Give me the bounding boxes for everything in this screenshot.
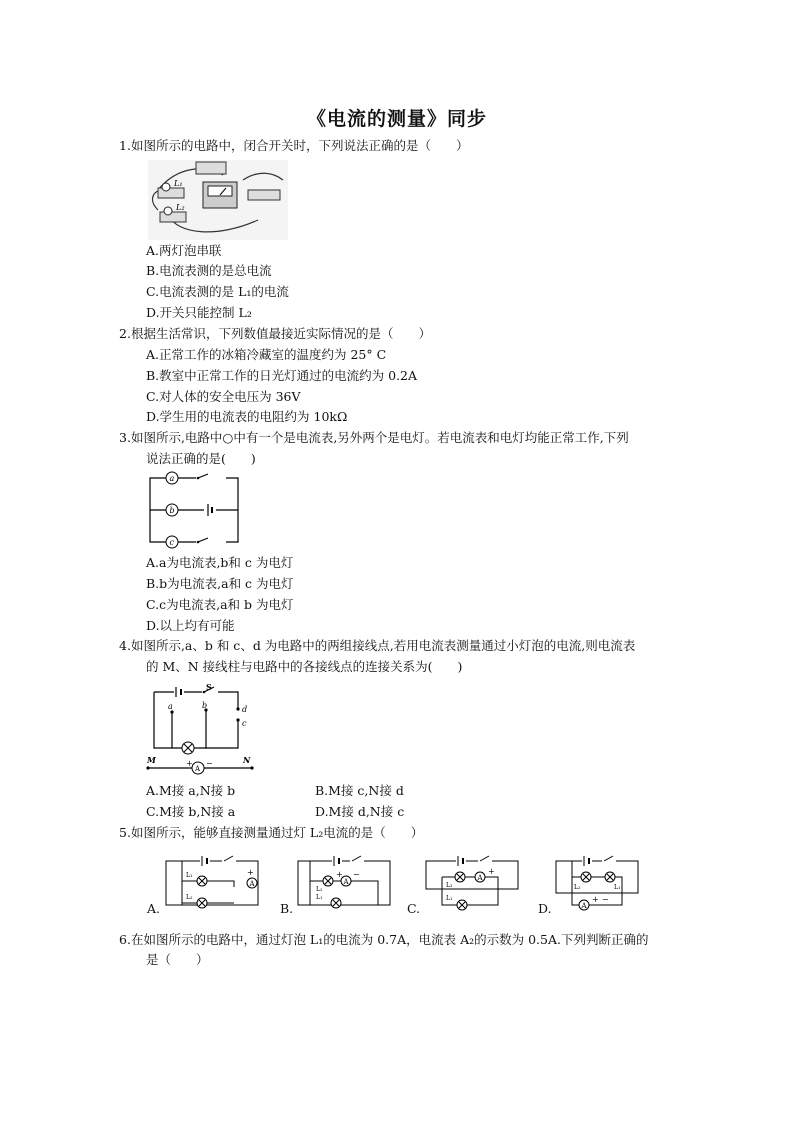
point-label-c: c — [242, 719, 247, 728]
question-1-stem — [119, 137, 468, 155]
ammeter-label: A — [249, 880, 255, 888]
lamp-label-l1: L₁ — [186, 872, 193, 879]
question-5-figure-b — [294, 853, 394, 916]
option-a-label: A. — [147, 901, 161, 916]
option-d-label: D. — [538, 901, 552, 916]
question-4-stem — [119, 637, 635, 655]
ammeter-label: A — [195, 765, 201, 773]
minus-sign: − — [353, 870, 360, 879]
option-d: D.开关只能控制 L₂ — [146, 305, 252, 320]
terminal-label-m: M — [147, 755, 156, 765]
question-4-figure — [144, 676, 256, 779]
plus-sign: + — [488, 867, 495, 876]
question-text: 如图所示,a、b 和 c、d 为电路中的两组接线点,若用电流表测量通过小灯泡的电流,则电流表 — [130, 638, 636, 653]
point-label-d: d — [242, 705, 248, 714]
ammeter-label: A — [477, 874, 483, 882]
option-d: D.M接 d,N接 c — [315, 804, 405, 819]
physical-circuit-photo — [148, 160, 288, 240]
minus-sign: − — [206, 759, 213, 768]
question-text: 如图所示的电路中，闭合开关时，下列说法正确的是（ ） — [130, 138, 469, 153]
option-c: C.电流表测的是 L₁的电流 — [146, 284, 289, 299]
point-label-b: b — [202, 701, 208, 710]
meter-label-a: a — [169, 474, 175, 483]
plus-sign: + — [247, 868, 254, 877]
plus-sign: + — [186, 759, 193, 768]
lamp-label-l1: L₁ — [614, 884, 621, 891]
option-b: B.M接 c,N接 d — [315, 783, 404, 798]
minus-sign: − — [602, 895, 609, 904]
lamp-label-l2: L₂ — [316, 886, 323, 893]
circuit-diagram — [144, 676, 256, 776]
option-a: A.M接 a,N接 b — [146, 783, 236, 798]
point-label-a: a — [168, 702, 173, 711]
circuit-diagram — [146, 470, 242, 550]
question-3-figure — [146, 470, 242, 553]
lamp-label-l2: L₂ — [574, 884, 581, 891]
circuit-diagram — [294, 853, 394, 913]
question-number: 2. — [119, 326, 131, 341]
question-5-figure-a — [162, 853, 262, 916]
question-text: 在如图所示的电路中，通过灯泡 L₁的电流为 0.7A，电流表 A₂的示数为 0.5A.下列判断正确的 — [130, 932, 649, 947]
option-c: C.M接 b,N接 a — [146, 804, 236, 819]
option-d: D.学生用的电流表的电阻约为 10kΩ — [146, 409, 348, 424]
option-c-label: C. — [407, 901, 421, 916]
plus-sign: + — [336, 870, 343, 879]
question-6-stem — [119, 931, 648, 949]
question-number: 5. — [119, 825, 131, 840]
ammeter-label: A — [581, 902, 587, 910]
terminal-label-n: N — [243, 755, 251, 765]
page-title: 《电流的测量》同步 — [306, 108, 487, 130]
question-5-figure-c — [422, 853, 522, 916]
question-3-stem-cont: 说法正确的是( ) — [146, 451, 256, 466]
question-2-stem — [119, 325, 431, 343]
meter-label-c: c — [169, 538, 174, 547]
question-text: 根据生活常识，下列数值最接近实际情况的是（ ） — [130, 326, 431, 341]
lamp-label-l1: L₁ — [174, 179, 183, 188]
lamp-label-l1: L₁ — [316, 894, 323, 901]
option-a: A.两灯泡串联 — [146, 243, 222, 258]
question-1-figure — [148, 160, 288, 243]
question-5-figure-d — [552, 853, 642, 916]
question-text: 如图所示,电路中○中有一个是电流表,另外两个是电灯。若电流表和电灯均能正常工作,下列 — [130, 430, 629, 445]
option-b: B.教室中正常工作的日光灯通过的电流约为 0.2A — [146, 368, 418, 383]
question-6-stem-cont: 是（ ） — [146, 952, 209, 967]
option-b: B.电流表测的是总电流 — [146, 263, 272, 278]
question-number: 6. — [119, 932, 131, 947]
option-c: C.c为电流表,a和 b 为电灯 — [146, 597, 294, 612]
circuit-diagram — [162, 853, 262, 913]
question-text: 如图所示，能够直接测量通过灯 L₂电流的是（ ） — [130, 825, 424, 840]
plus-sign: + — [592, 895, 599, 904]
question-number: 3. — [119, 430, 131, 445]
question-5-stem — [119, 824, 423, 842]
question-number: 1. — [119, 138, 131, 153]
option-d: D.以上均有可能 — [146, 618, 235, 633]
meter-label-b: b — [169, 506, 175, 515]
lamp-label-l2: L₂ — [176, 203, 185, 212]
lamp-label-l2: L₂ — [446, 882, 453, 889]
question-4-stem-cont: 的 M、N 接线柱与电路中的各接线点的连接关系为( ) — [146, 659, 463, 674]
question-3-stem — [119, 429, 629, 447]
circuit-diagram — [422, 853, 522, 913]
switch-label: S — [206, 682, 212, 692]
circuit-diagram — [552, 853, 642, 913]
option-c: C.对人体的安全电压为 36V — [146, 389, 301, 404]
question-number: 4. — [119, 638, 131, 653]
lamp-label-l1: L₁ — [446, 895, 453, 902]
option-a: A.a为电流表,b和 c 为电灯 — [146, 555, 294, 570]
option-b: B.b为电流表,a和 c 为电灯 — [146, 576, 294, 591]
ammeter-label: A — [343, 878, 349, 886]
lamp-label-l2: L₂ — [186, 894, 193, 901]
option-a: A.正常工作的冰箱冷藏室的温度约为 25° C — [146, 347, 387, 362]
option-b-label: B. — [280, 901, 294, 916]
